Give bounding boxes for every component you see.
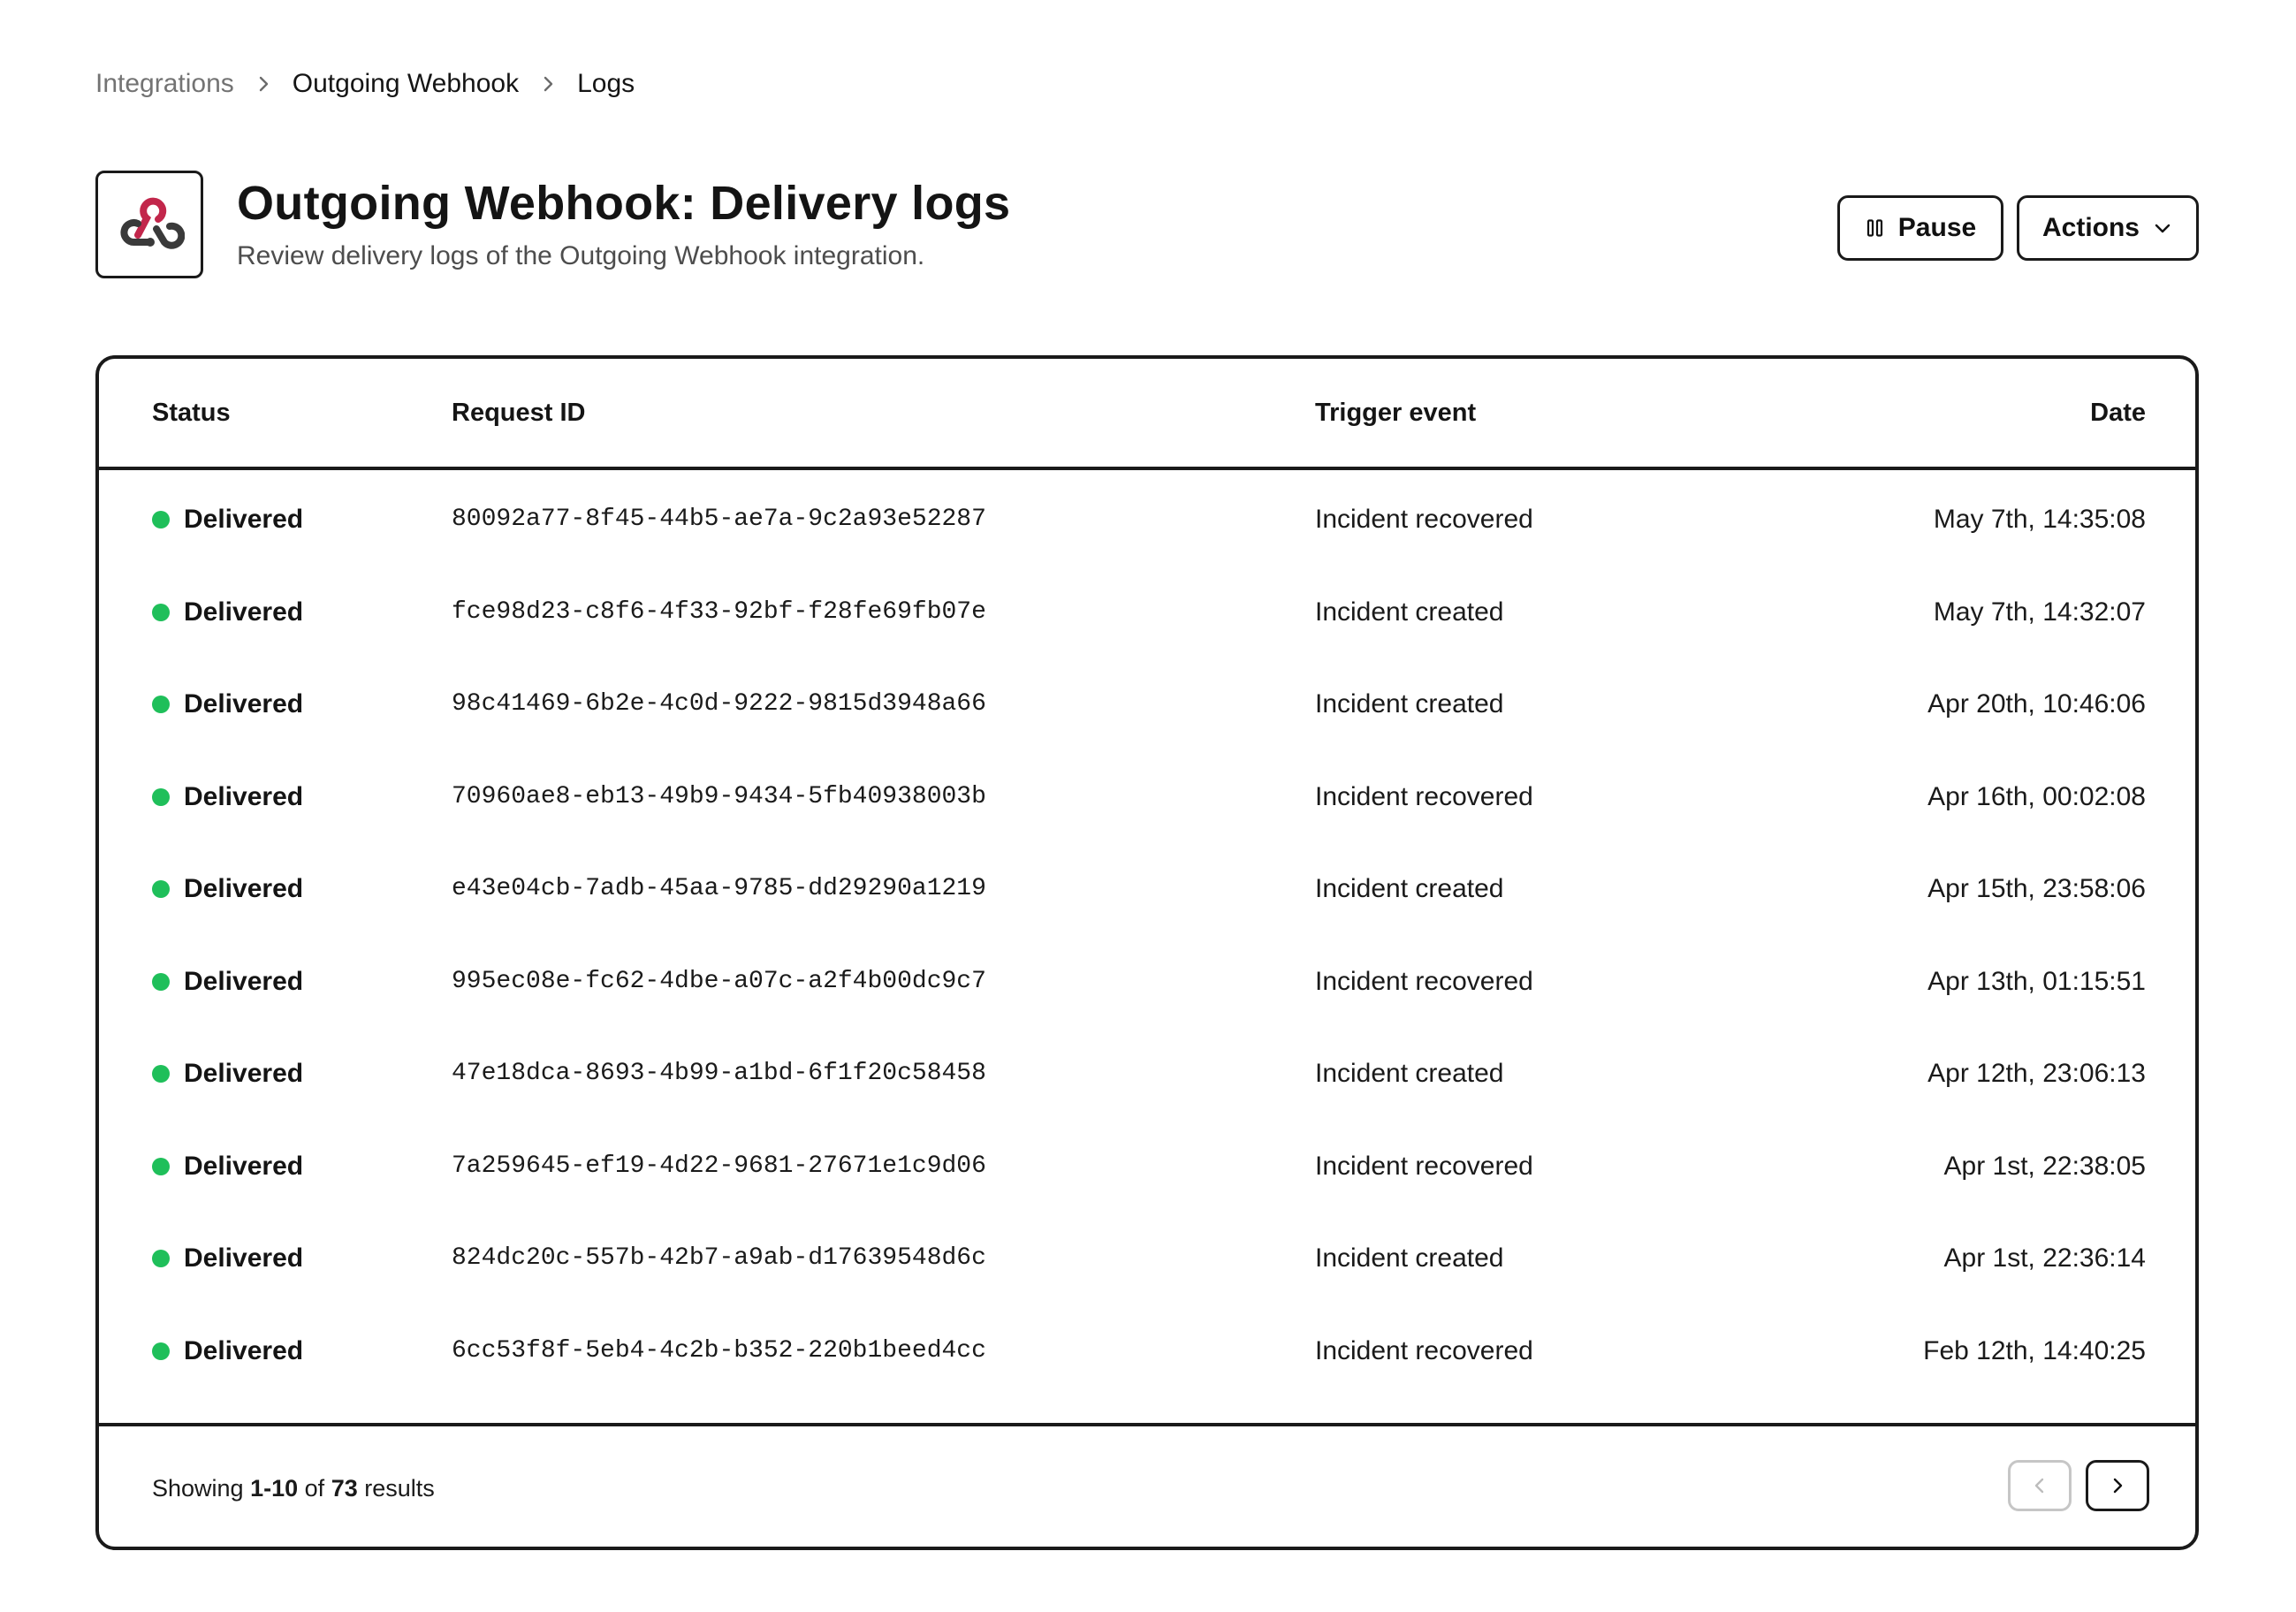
status-badge	[152, 474, 303, 566]
chevron-right-icon	[2107, 1475, 2128, 1496]
log-date: Apr 15th, 23:58:06	[1927, 874, 2146, 903]
status-label: Delivered	[184, 1243, 304, 1273]
chevron-right-icon	[538, 74, 558, 94]
log-date: May 7th, 14:32:07	[1933, 597, 2146, 627]
next-page-button[interactable]	[2086, 1460, 2149, 1511]
trigger-event: Incident created	[1315, 1059, 1504, 1088]
trigger-event: Incident recovered	[1315, 505, 1533, 534]
status-label: Delivered	[184, 874, 304, 903]
request-id: 47e18dca-8693-4b99-a1bd-6f1f20c58458	[452, 1060, 986, 1087]
table-row[interactable]	[99, 843, 2195, 936]
trigger-event: Incident recovered	[1315, 966, 1533, 996]
log-date: Apr 16th, 00:02:08	[1927, 781, 2146, 811]
column-header-request-id: Request ID	[452, 399, 586, 427]
breadcrumb-item-integrations[interactable]: Integrations	[95, 69, 234, 98]
status-badge	[152, 1213, 303, 1304]
pagination-summary	[152, 1426, 435, 1550]
status-dot-icon	[152, 1065, 170, 1083]
table-row[interactable]	[99, 936, 2195, 1029]
table-row[interactable]	[99, 751, 2195, 844]
trigger-event: Incident created	[1315, 874, 1504, 903]
table-row[interactable]	[99, 474, 2195, 566]
integration-logo	[95, 171, 203, 278]
table-footer	[99, 1423, 2195, 1550]
pause-button-label: Pause	[1897, 213, 1977, 242]
webhook-icon	[114, 189, 185, 260]
status-dot-icon	[152, 1342, 170, 1360]
trigger-event: Incident recovered	[1315, 1151, 1533, 1181]
request-id: 70960ae8-eb13-49b9-9434-5fb40938003b	[452, 782, 986, 810]
column-header-trigger-event: Trigger event	[1315, 399, 1477, 427]
status-label: Delivered	[184, 1059, 304, 1088]
pause-icon	[1865, 217, 1886, 239]
log-date: Feb 12th, 14:40:25	[1923, 1335, 2146, 1365]
request-id: 6cc53f8f-5eb4-4c2b-b352-220b1beed4cc	[452, 1336, 986, 1365]
showing-total: 73	[331, 1475, 358, 1502]
status-badge	[152, 1121, 303, 1213]
trigger-event: Incident created	[1315, 689, 1504, 719]
trigger-event: Incident created	[1315, 1243, 1504, 1273]
breadcrumb	[95, 62, 635, 106]
status-dot-icon	[152, 1158, 170, 1175]
table-row[interactable]	[99, 566, 2195, 659]
actions-button-label: Actions	[2041, 213, 2140, 242]
table-row[interactable]	[99, 1305, 2195, 1398]
request-id: 80092a77-8f45-44b5-ae7a-9c2a93e52287	[452, 506, 986, 533]
table-row[interactable]	[99, 658, 2195, 751]
column-header-status: Status	[152, 399, 231, 427]
status-badge	[152, 843, 303, 935]
status-dot-icon	[152, 1250, 170, 1267]
status-label: Delivered	[184, 1151, 304, 1181]
request-id: 7a259645-ef19-4d22-9681-27671e1c9d06	[452, 1152, 986, 1180]
status-badge	[152, 658, 303, 750]
status-badge	[152, 1305, 303, 1397]
page-subtitle: Review delivery logs of the Outgoing Webhook integration.	[237, 241, 925, 270]
request-id: e43e04cb-7adb-45aa-9785-dd29290a1219	[452, 875, 986, 902]
log-date: Apr 1st, 22:38:05	[1943, 1151, 2146, 1181]
showing-prefix: Showing	[152, 1475, 244, 1502]
log-date: Apr 20th, 10:46:06	[1927, 689, 2146, 719]
trigger-event: Incident recovered	[1315, 781, 1533, 811]
status-badge	[152, 751, 303, 843]
status-label: Delivered	[184, 505, 304, 534]
column-header-date: Date	[2090, 399, 2146, 427]
status-dot-icon	[152, 511, 170, 528]
trigger-event: Incident recovered	[1315, 1335, 1533, 1365]
chevron-left-icon	[2029, 1475, 2050, 1496]
request-id: fce98d23-c8f6-4f33-92bf-f28fe69fb07e	[452, 597, 986, 626]
showing-results: results	[364, 1475, 435, 1502]
breadcrumb-item-logs: Logs	[577, 69, 635, 98]
status-dot-icon	[152, 973, 170, 991]
page-title: Outgoing Webhook: Delivery logs	[237, 177, 1011, 230]
status-badge	[152, 1028, 303, 1120]
log-date: Apr 1st, 22:36:14	[1943, 1243, 2146, 1273]
status-dot-icon	[152, 604, 170, 621]
request-id: 98c41469-6b2e-4c0d-9222-9815d3948a66	[452, 690, 986, 718]
delivery-logs-table	[95, 355, 2199, 1550]
table-body	[99, 474, 2195, 1397]
status-label: Delivered	[184, 1335, 304, 1365]
table-row[interactable]	[99, 1121, 2195, 1213]
table-row[interactable]	[99, 1213, 2195, 1305]
status-label: Delivered	[184, 597, 304, 627]
actions-dropdown-button[interactable]	[2017, 195, 2199, 261]
showing-range: 1-10	[250, 1475, 299, 1502]
status-label: Delivered	[184, 689, 304, 719]
status-badge	[152, 936, 303, 1028]
request-id: 824dc20c-557b-42b7-a9ab-d17639548d6c	[452, 1244, 986, 1272]
status-dot-icon	[152, 788, 170, 806]
status-label: Delivered	[184, 781, 304, 811]
table-header	[99, 359, 2195, 470]
chevron-down-icon	[2152, 217, 2173, 239]
table-row[interactable]	[99, 1028, 2195, 1121]
status-dot-icon	[152, 880, 170, 898]
breadcrumb-item-outgoing-webhook[interactable]: Outgoing Webhook	[292, 69, 520, 98]
status-dot-icon	[152, 696, 170, 713]
showing-of: of	[304, 1475, 325, 1502]
trigger-event: Incident created	[1315, 597, 1504, 627]
status-badge	[152, 566, 303, 658]
chevron-right-icon	[254, 74, 273, 94]
previous-page-button[interactable]	[2008, 1460, 2072, 1511]
pause-button[interactable]	[1837, 195, 2003, 261]
status-label: Delivered	[184, 966, 304, 996]
log-date: Apr 13th, 01:15:51	[1927, 966, 2146, 996]
log-date: Apr 12th, 23:06:13	[1927, 1059, 2146, 1088]
log-date: May 7th, 14:35:08	[1933, 505, 2146, 534]
request-id: 995ec08e-fc62-4dbe-a07c-a2f4b00dc9c7	[452, 967, 986, 995]
